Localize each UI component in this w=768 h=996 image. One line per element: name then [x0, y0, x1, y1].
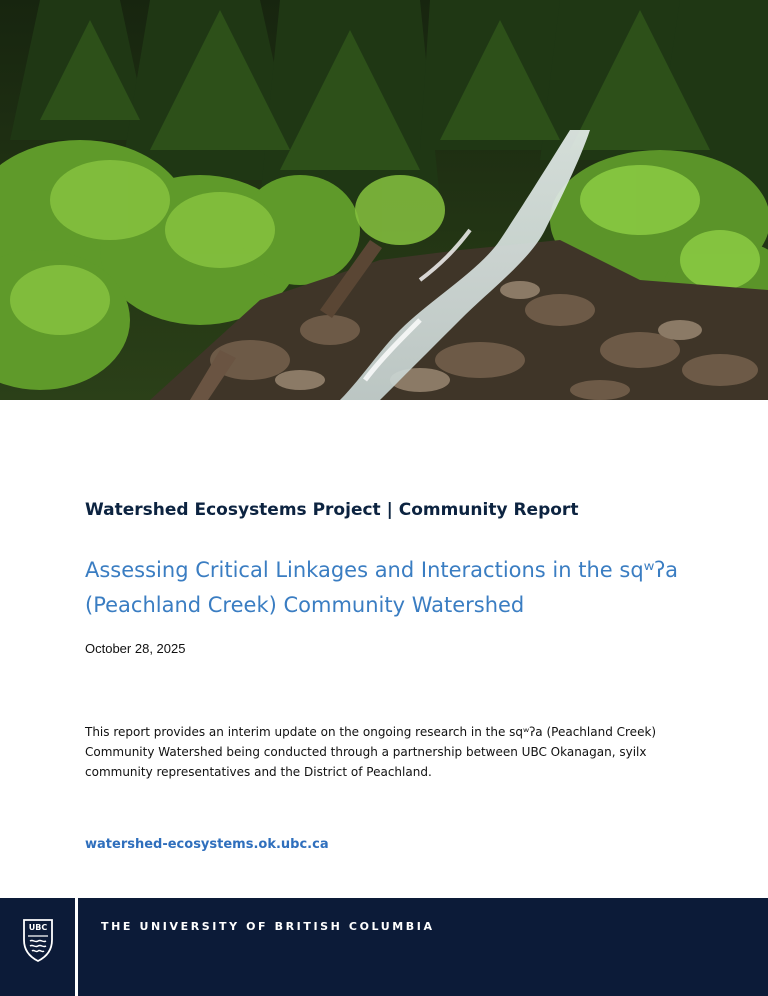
ubc-crest-icon: [22, 918, 54, 962]
forest-creek-photo: [0, 0, 768, 400]
intro-paragraph: This report provides an interim update on the ongoing research in the sqʷʔa (Peachland Creek) Community Watershed being conducted through a partnership between UBC Okanagan, syilx community representatives and the District of Peachland.: [85, 725, 657, 779]
report-title: Assessing Critical Linkages and Interactions in the sqʷʔa (Peachland Creek) Community Watershed: [85, 558, 679, 617]
forest-creek-illustration: [0, 0, 768, 400]
series-title: Watershed Ecosystems Project | Community Report: [85, 500, 579, 520]
ubc-logo[interactable]: [0, 898, 75, 996]
footer-bar: [0, 898, 768, 996]
university-name: THE UNIVERSITY OF BRITISH COLUMBIA: [101, 920, 435, 933]
ubc-logo-text: UBC: [28, 923, 48, 932]
website-link[interactable]: watershed-ecosystems.ok.ubc.ca: [85, 837, 329, 852]
footer-divider: [75, 898, 78, 996]
report-date: October 28, 2025: [85, 641, 186, 656]
